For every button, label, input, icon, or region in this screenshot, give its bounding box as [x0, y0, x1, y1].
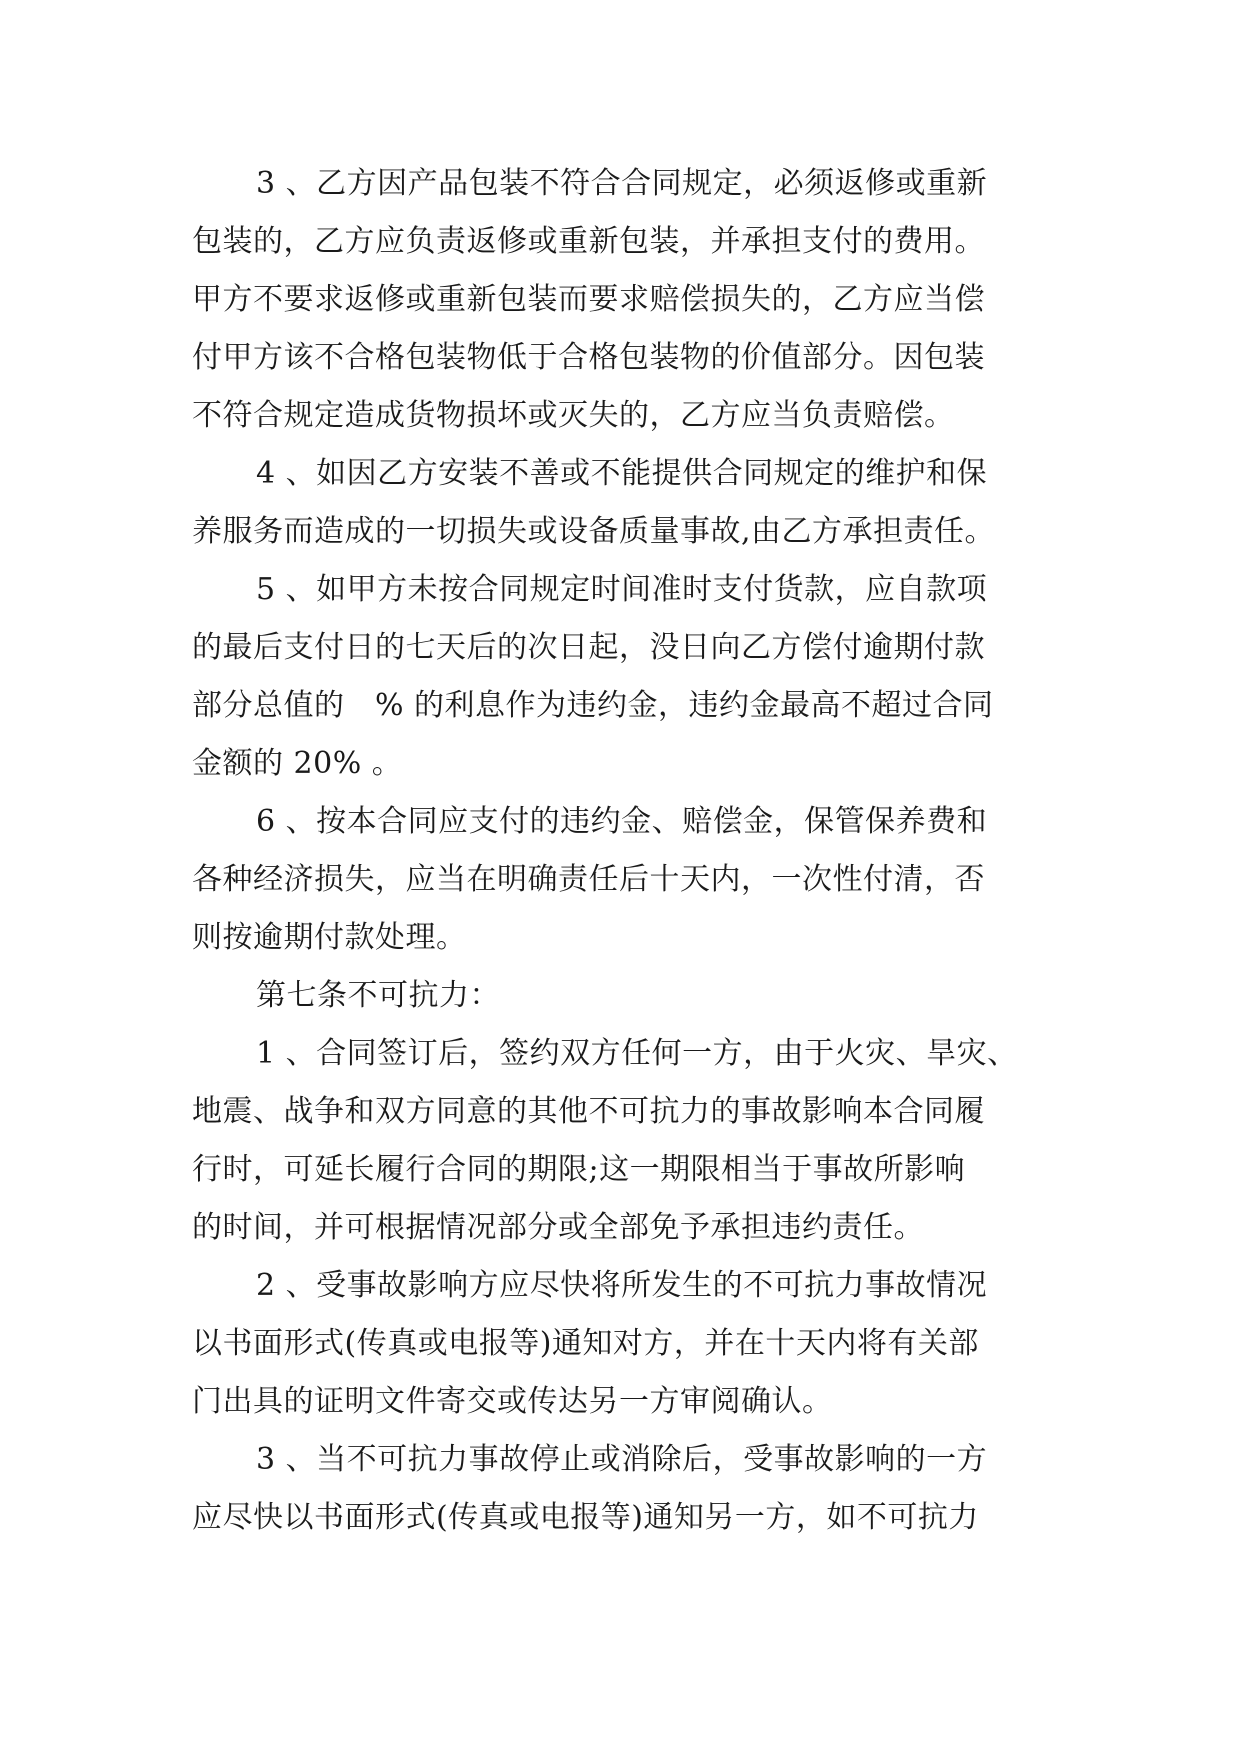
text-line: 部分总值的 % 的利息作为违约金，违约金最高不超过合同	[192, 688, 994, 723]
text-line: 以书面形式(传真或电报等)通知对方，并在十天内将有关部	[192, 1326, 979, 1361]
text-line: 则按逾期付款处理。	[192, 920, 467, 955]
section-heading: 第七条不可抗力：	[256, 978, 500, 1013]
text-line: 5 、如甲方未按合同规定时间准时支付货款，应自款项	[256, 572, 988, 607]
text-line: 应尽快以书面形式(传真或电报等)通知另一方，如不可抗力	[192, 1500, 979, 1535]
text-line: 行时，可延长履行合同的期限;这一期限相当于事故所影响	[192, 1152, 966, 1187]
text-line: 4 、如因乙方安装不善或不能提供合同规定的维护和保	[256, 456, 988, 491]
text-line: 地震、战争和双方同意的其他不可抗力的事故影响本合同履	[192, 1094, 985, 1129]
text-line: 6 、按本合同应支付的违约金、赔偿金，保管保养费和	[256, 804, 988, 839]
text-line: 付甲方该不合格包装物低于合格包装物的价值部分。因包装	[192, 340, 985, 375]
text-line: 包装的，乙方应负责返修或重新包装，并承担支付的费用。	[192, 224, 985, 259]
text-line: 1 、合同签订后，签约双方任何一方，由于火灾、旱灾、	[256, 1036, 1018, 1071]
text-line: 的时间，并可根据情况部分或全部免予承担违约责任。	[192, 1210, 924, 1245]
contract-text-body	[192, 155, 1052, 1547]
text-line: 养服务而造成的一切损失或设备质量事故,由乙方承担责任。	[192, 514, 996, 549]
text-line: 2 、受事故影响方应尽快将所发生的不可抗力事故情况	[256, 1268, 988, 1303]
text-line: 各种经济损失，应当在明确责任后十天内，一次性付清，否	[192, 862, 985, 897]
text-line: 3 、当不可抗力事故停止或消除后，受事故影响的一方	[256, 1442, 988, 1477]
text-line: 不符合规定造成货物损坏或灭失的，乙方应当负责赔偿。	[192, 398, 955, 433]
text-line: 的最后支付日的七天后的次日起，没日向乙方偿付逾期付款	[192, 630, 985, 665]
text-line: 金额的 20% 。	[192, 746, 403, 781]
text-line: 甲方不要求返修或重新包装而要求赔偿损失的，乙方应当偿	[192, 282, 985, 317]
text-line: 门出具的证明文件寄交或传达另一方审阅确认。	[192, 1384, 833, 1419]
text-line: 3 、乙方因产品包装不符合合同规定，必须返修或重新	[256, 166, 988, 201]
